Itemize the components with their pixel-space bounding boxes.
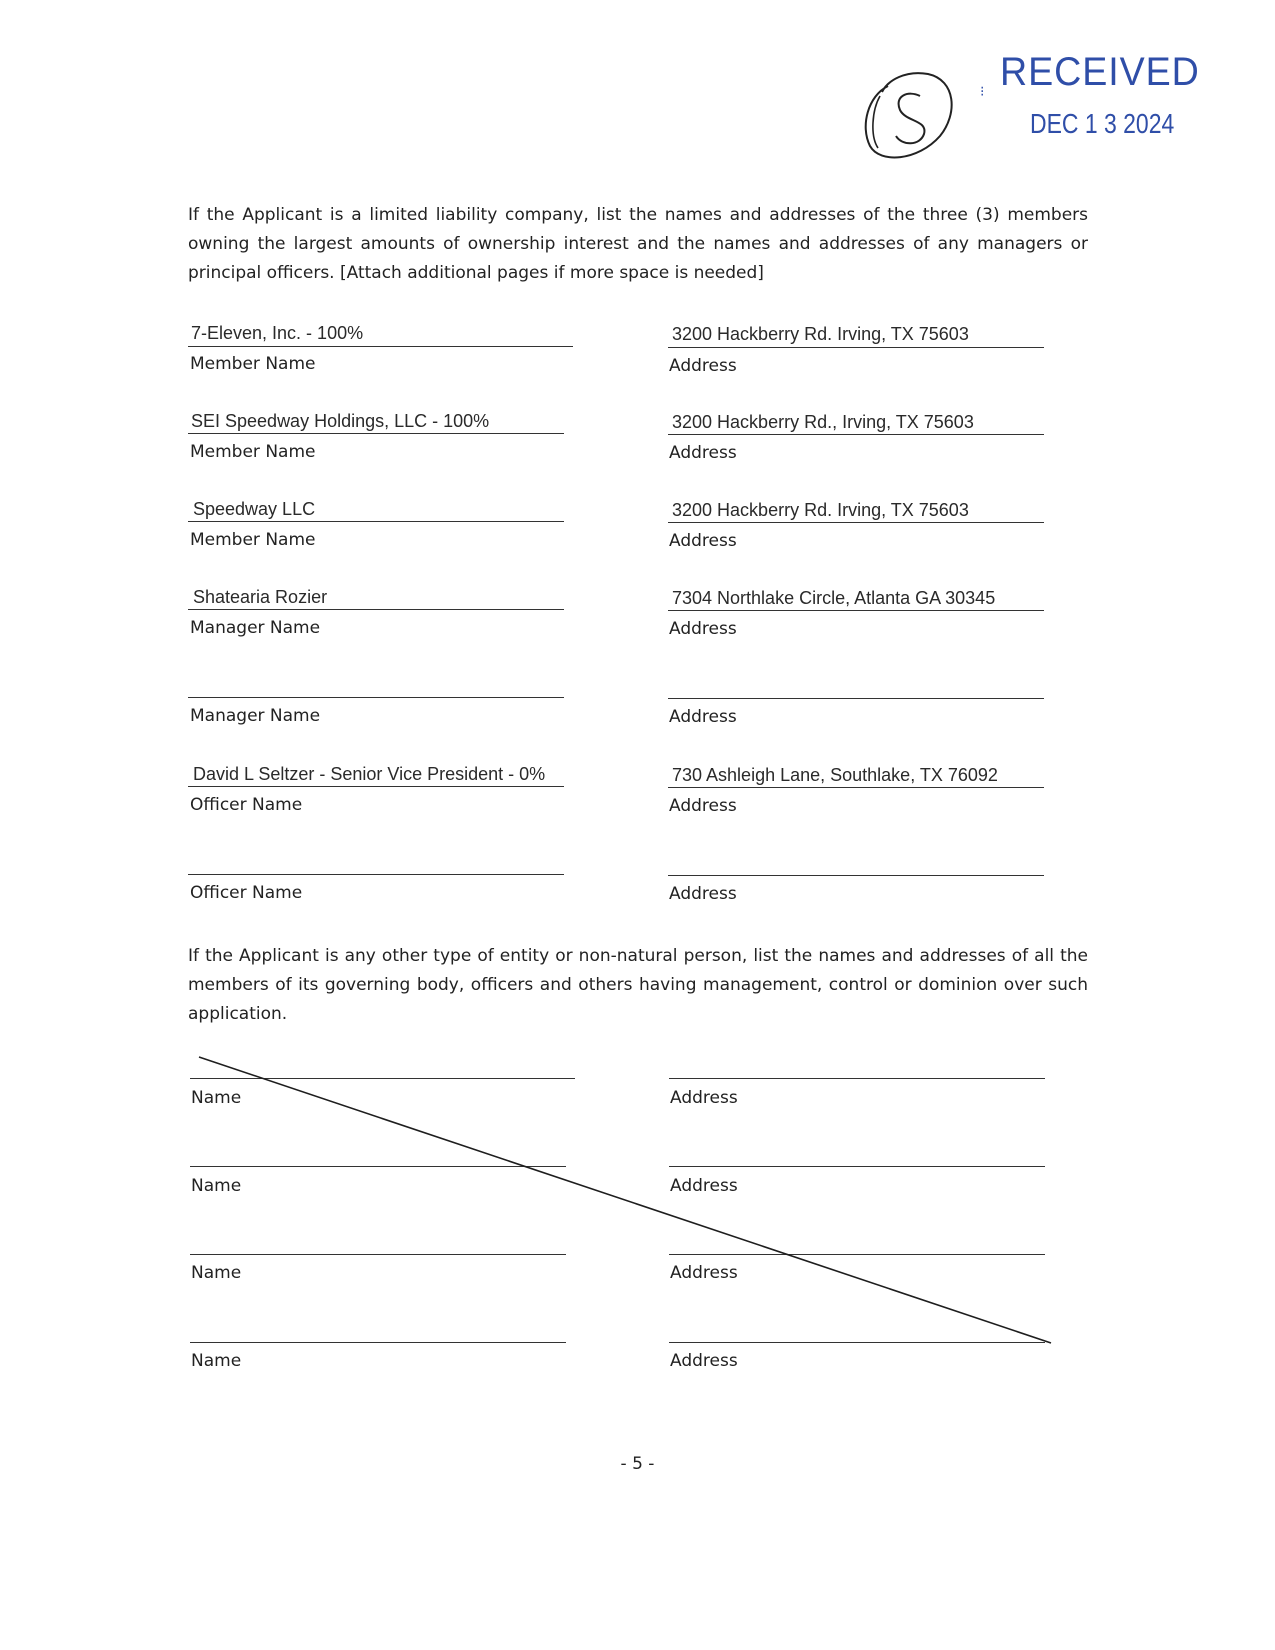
officer-address-label: Address <box>669 796 737 816</box>
received-stamp-date: DEC 1 3 2024 <box>1030 108 1175 139</box>
manager-name-label: Manager Name <box>190 706 321 726</box>
entity-address-label: Address <box>670 1088 738 1108</box>
entity-address-label: Address <box>670 1263 738 1283</box>
member-address-value: 3200 Hackberry Rd., Irving, TX 75603 <box>672 412 974 432</box>
manager-name-value: Shatearia Rozier <box>193 587 328 607</box>
page-number: - 5 - <box>620 1454 655 1474</box>
manager-address-label: Address <box>669 707 737 727</box>
officer-name-label: Officer Name <box>190 795 303 815</box>
llc-instructions-line: If the Applicant is a limited liability company, list the names and addresses of the three (3) members <box>188 205 1088 225</box>
manager-address-value: 7304 Northlake Circle, Atlanta GA 30345 <box>672 588 996 608</box>
member-name-value: 7-Eleven, Inc. - 100% <box>191 323 364 343</box>
other-entity-instructions-line: application. <box>188 1004 288 1024</box>
other-entity-instructions-line: If the Applicant is any other type of entity or non-natural person, list the names and addresses of all the <box>188 946 1088 966</box>
officer-address-label: Address <box>669 884 737 904</box>
llc-instructions-line: owning the largest amounts of ownership interest and the names and addresses of any managers or <box>188 234 1088 254</box>
member-address-value: 3200 Hackberry Rd. Irving, TX 75603 <box>672 500 969 520</box>
entity-name-label: Name <box>191 1263 242 1283</box>
manager-address-label: Address <box>669 619 737 639</box>
member-name-label: Member Name <box>190 442 316 462</box>
member-address-label: Address <box>669 443 737 463</box>
received-stamp: RECEIVED <box>1000 50 1200 94</box>
entity-address-label: Address <box>670 1176 738 1196</box>
officer-name-value: David L Seltzer - Senior Vice President - 0% <box>193 764 546 784</box>
manager-name-label: Manager Name <box>190 618 321 638</box>
entity-name-label: Name <box>191 1176 242 1196</box>
member-address-label: Address <box>669 356 737 376</box>
officer-address-value: 730 Ashleigh Lane, Southlake, TX 76092 <box>672 765 998 785</box>
member-address-value: 3200 Hackberry Rd. Irving, TX 75603 <box>672 324 969 344</box>
member-name-label: Member Name <box>190 354 316 374</box>
member-address-label: Address <box>669 531 737 551</box>
llc-instructions-line: principal officers. [Attach additional pages if more space is needed] <box>188 263 764 283</box>
officer-name-label: Officer Name <box>190 883 303 903</box>
entity-address-label: Address <box>670 1351 738 1371</box>
member-name-label: Member Name <box>190 530 316 550</box>
other-entity-instructions-line: members of its governing body, officers and others having management, control or dominion over such <box>188 975 1088 995</box>
stamp-mark: ⁝ <box>980 84 985 100</box>
member-name-value: SEI Speedway Holdings, LLC - 100% <box>191 411 490 431</box>
entity-name-label: Name <box>191 1088 242 1108</box>
member-name-value: Speedway LLC <box>193 499 316 519</box>
entity-name-label: Name <box>191 1351 242 1371</box>
